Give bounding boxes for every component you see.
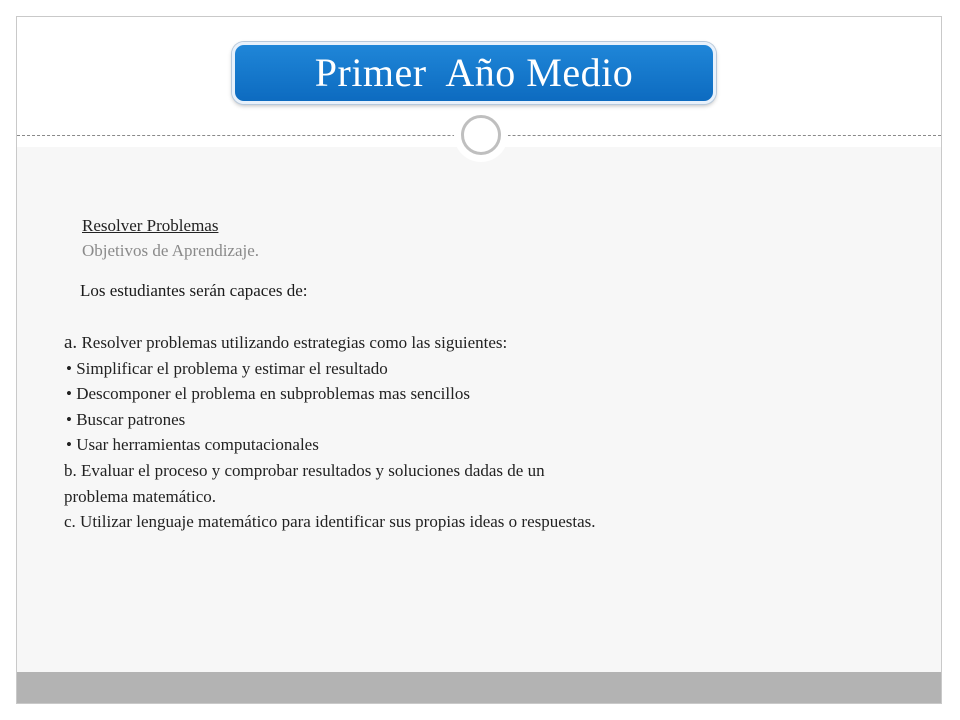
- objectives-list: [64, 330, 754, 535]
- intro-text: Los estudiantes serán capaces de:: [80, 281, 308, 300]
- item-a-label: a.: [64, 332, 78, 353]
- list-item: • Buscar patrones: [66, 409, 186, 429]
- list-item: • Simplificar el problema y estimar el resultado: [66, 358, 388, 378]
- item-a-text: Resolver problemas utilizando estrategias como las siguientes:: [77, 333, 508, 352]
- item-b-line2: problema matemático.: [64, 486, 216, 506]
- item-b-line1: b. Evaluar el proceso y comprobar resultados y soluciones dadas de un: [64, 460, 545, 480]
- footer-bar: [17, 672, 941, 704]
- item-a: [64, 330, 754, 356]
- item-c: c. Utilizar lenguaje matemático para identificar sus propias ideas o respuestas.: [64, 512, 596, 532]
- list-item: • Descomponer el problema en subproblemas mas sencillos: [66, 384, 470, 404]
- circle-ring-icon: [461, 115, 501, 155]
- section-subheading: Objetivos de Aprendizaje.: [82, 241, 260, 260]
- section-heading: Resolver Problemas: [82, 216, 219, 235]
- list-item: • Usar herramientas computacionales: [66, 435, 319, 455]
- slide-title: Primer Año Medio: [232, 42, 716, 104]
